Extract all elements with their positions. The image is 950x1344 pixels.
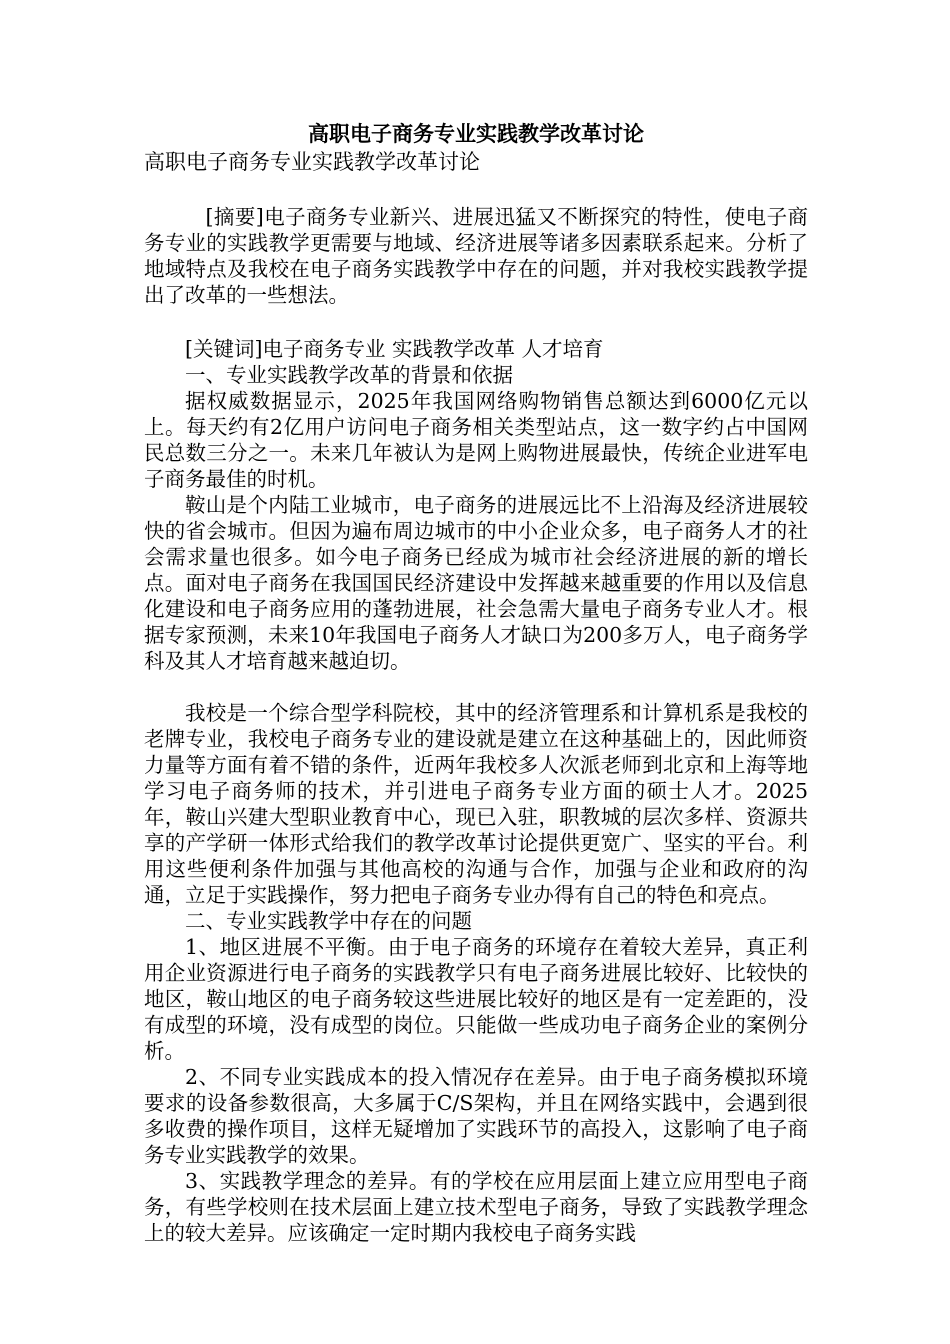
abstract-paragraph: [摘要]电子商务专业新兴、进展迅猛又不断探究的特性，使电子商务专业的实践教学更需要与地域、经济进展等诸多因素联系起来。分析了地域特点及我校在电子商务实践教学中存在的问题，并对我校实践教学提出了改革的一些想法。 [144,205,808,307]
list-item: 1、地区进展不平衡。由于电子商务的环境存在着较大差异，真正利用企业资源进行电子商务的实践教学只有电子商务进展比较好、比较快的地区，鞍山地区的电子商务较这些进展比较好的地区是有一定差距的，没有成型的环境，没有成型的岗位。只能做一些成功电子商务企业的案例分析。 [144,935,808,1063]
body-paragraph: 鞍山是个内陆工业城市，电子商务的进展远比不上沿海及经济进展较快的省会城市。但因为遍布周边城市的中小企业众多，电子商务人才的社会需求量也很多。如今电子商务已经成为城市社会经济进展的新的增长点。面对电子商务在我国国民经济建设中发挥越来越重要的作用以及信息化建设和电子商务应用的蓬勃进展，社会急需大量电子商务专业人才。根据专家预测，未来10年我国电子商务人才缺口为200多万人，电子商务学科及其人才培育越来越迫切。 [144,493,808,673]
section-heading-problems: 二、专业实践教学中存在的问题 [185,909,472,933]
body-paragraph: 我校是一个综合型学科院校，其中的经济管理系和计算机系是我校的老牌专业，我校电子商务专业的建设就是建立在这种基础上的，因此师资力量等方面有着不错的条件，近两年我校多人次派老师到北京和上海等地学习电子商务师的技术，并引进电子商务专业方面的硕士人才。2025年，鞍山兴建大型职业教育中心，现已入驻，职教城的层次多样、资源共享的产学研一体形式给我们的教学改革讨论提供更宽广、坚实的平台。利用这些便利条件加强与其他高校的沟通与合作，加强与企业和政府的沟通，立足于实践操作，努力把电子商务专业办得有自己的特色和亮点。 [144,701,808,907]
list-item: 2、不同专业实践成本的投入情况存在差异。由于电子商务模拟环境要求的设备参数很高，大多属于C/S架构，并且在网络实践中，会遇到很多收费的操作项目，这样无疑增加了实践环节的高投入，这影响了电子商务专业实践教学的效果。 [144,1065,808,1167]
section-heading-background: 一、专业实践教学改革的背景和依据 [185,363,513,387]
document-page [144,120,808,1246]
list-item: 3、实践教学理念的差异。有的学校在应用层面上建立应用型电子商务，有些学校则在技术层面上建立技术型电子商务，导致了实践教学理念上的较大差异。应该确定一定时期内我校电子商务实践 [144,1169,808,1245]
document-title: 高职电子商务专业实践教学改革讨论 [308,121,644,146]
document-subtitle: 高职电子商务专业实践教学改革讨论 [144,150,480,174]
body-paragraph: 据权威数据显示，2025年我国网络购物销售总额达到6000亿元以上。每天约有2亿用户访问电子商务相关类型站点，这一数字约占中国网民总数三分之一。未来几年被认为是网上购物进展最快，传统企业进军电子商务最佳的时机。 [144,389,808,491]
keywords-line: [关键词]电子商务专业 实践教学改革 人才培育 [185,337,604,361]
